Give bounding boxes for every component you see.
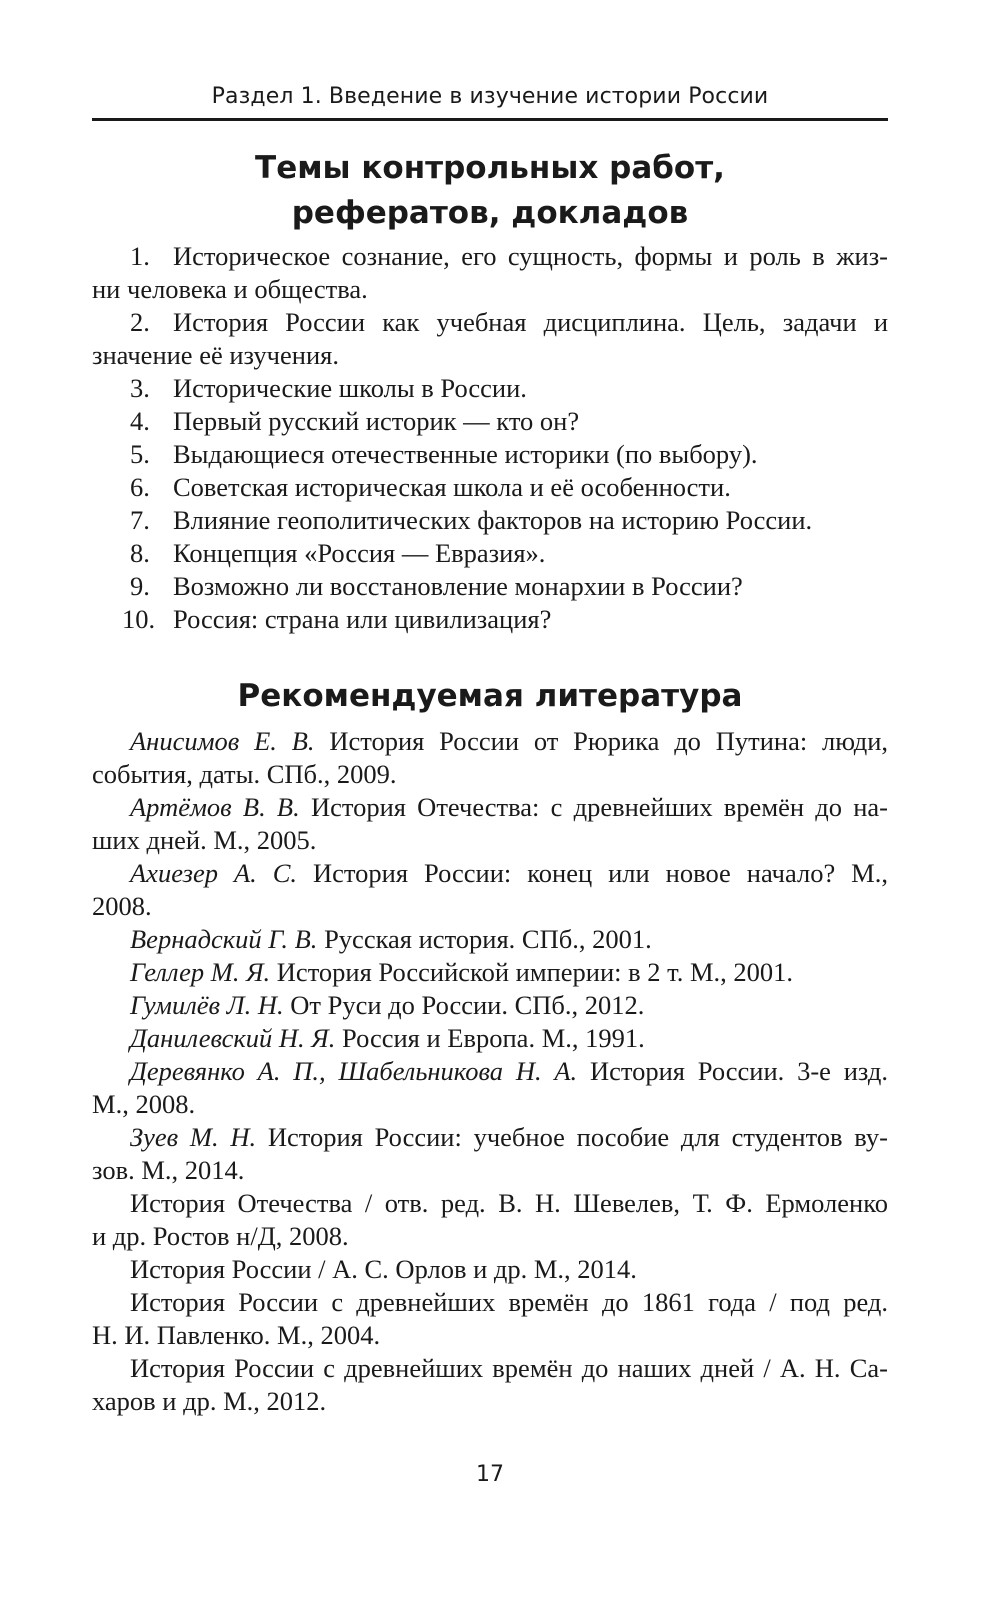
lit-entry-3-line-2: 2008. [92, 891, 152, 921]
lit-entry-3-line-1: Ахиезер А. С. История России: конец или новое начало? М., [130, 858, 888, 888]
lit-entry-13-line-1: История России с древнейших времён до наших дней / А. Н. Са- [130, 1353, 888, 1383]
running-head: Раздел 1. Введение в изучение истории России [211, 84, 769, 109]
topics-list [92, 240, 888, 636]
topics-heading-line-1: Темы контрольных работ, [255, 150, 725, 186]
topic-item-5: 5. Выдающиеся отечественные историки (по выбору). [130, 439, 758, 469]
topic-item-6: 6. Советская историческая школа и её особенности. [130, 472, 731, 502]
lit-entry-4: Вернадский Г. В. Русская история. СПб., 2001. [130, 924, 652, 954]
topic-item-7: 7. Влияние геополитических факторов на историю России. [130, 505, 813, 535]
topic-item-3: 3. Исторические школы в России. [130, 373, 527, 403]
lit-entry-2-line-1: Артёмов В. В. История Отечества: с древнейших времён до на- [130, 792, 888, 822]
lit-entry-8-line-2: М., 2008. [92, 1089, 196, 1119]
topic-item-4: 4. Первый русский историк — кто он? [130, 406, 580, 436]
lit-entry-10-line-2: и др. Ростов н/Д, 2008. [92, 1221, 349, 1251]
lit-entry-11: История России / А. С. Орлов и др. М., 2014. [130, 1254, 637, 1284]
topic-item-2-line-2: значение её изучения. [92, 340, 339, 370]
topic-item-1-line-2: ни человека и общества. [92, 274, 368, 304]
topic-item-2-line-1: 2. История России как учебная дисциплина. Цель, задачи и [130, 307, 888, 337]
header-rule [92, 118, 888, 121]
lit-entry-5: Геллер М. Я. История Российской империи: в 2 т. М., 2001. [130, 957, 794, 987]
lit-entry-8-line-1: Деревянко А. П., Шабельникова Н. А. История России. 3-е изд. [130, 1056, 888, 1086]
lit-entry-10-line-1: История Отечества / отв. ред. В. Н. Шевелев, Т. Ф. Ермоленко [130, 1188, 888, 1218]
lit-entry-6: Гумилёв Л. Н. От Руси до России. СПб., 2012. [130, 990, 645, 1020]
lit-entry-12-line-2: Н. И. Павленко. М., 2004. [92, 1320, 381, 1350]
topic-item-1-line-1: 1. Историческое сознание, его сущность, формы и роль в жиз- [130, 241, 888, 271]
topic-item-8: 8. Концепция «Россия — Евразия». [130, 538, 546, 568]
lit-entry-12-line-1: История России с древнейших времён до 1861 года / под ред. [130, 1287, 888, 1317]
topics-heading-line-2: рефератов, докладов [291, 195, 689, 231]
lit-entry-1-line-1: Анисимов Е. В. История России от Рюрика до Путина: люди, [130, 726, 888, 756]
topics-heading [92, 146, 888, 236]
lit-entry-9-line-2: зов. М., 2014. [92, 1155, 245, 1185]
lit-entry-9-line-1: Зуев М. Н. История России: учебное пособие для студентов ву- [130, 1122, 888, 1152]
lit-entry-2-line-2: ших дней. М., 2005. [92, 825, 317, 855]
topic-item-10: 10. Россия: страна или цивилизация? [122, 604, 552, 634]
literature-list [92, 725, 888, 1418]
topic-item-9: 9. Возможно ли восстановление монархии в России? [130, 571, 743, 601]
lit-entry-13-line-2: харов и др. М., 2012. [92, 1386, 327, 1416]
literature-heading: Рекомендуемая литература [237, 678, 743, 714]
lit-entry-1-line-2: события, даты. СПб., 2009. [92, 759, 397, 789]
page-number: 17 [476, 1462, 504, 1487]
lit-entry-7: Данилевский Н. Я. Россия и Европа. М., 1991. [130, 1023, 645, 1053]
